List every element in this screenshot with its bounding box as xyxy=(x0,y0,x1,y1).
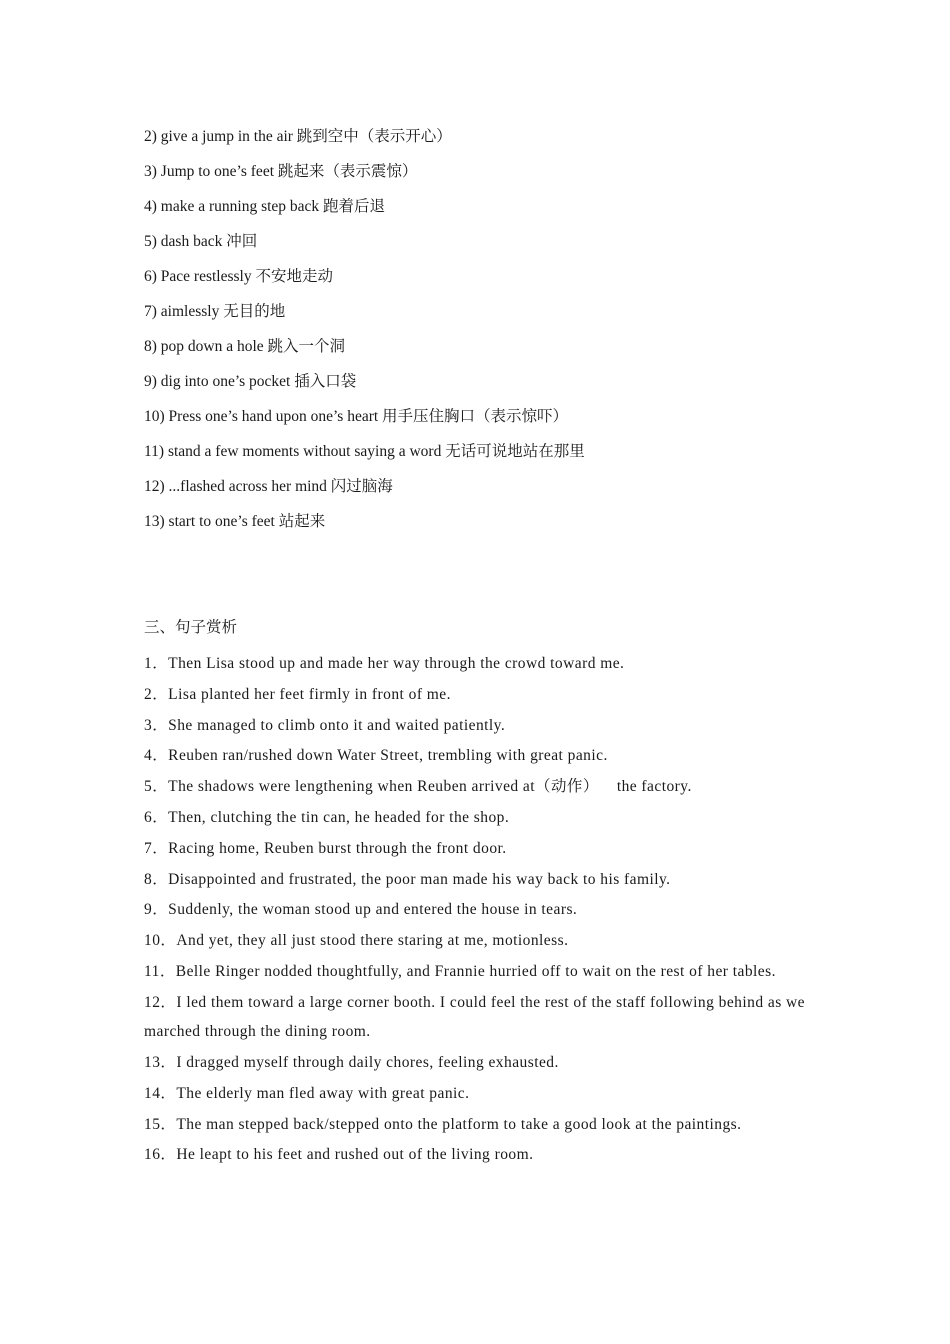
phrase-item: 12) ...flashed across her mind 闪过脑海 xyxy=(144,478,393,495)
phrase-item: 5) dash back 冲回 xyxy=(144,233,258,250)
sentence-number: 16． xyxy=(144,1146,177,1164)
sentence-text: Reuben ran/rushed down Water Street, trembling with great panic. xyxy=(168,747,608,765)
sentence-text: He leapt to his feet and rushed out of the living room. xyxy=(176,1146,534,1164)
sentence-number: 10． xyxy=(144,932,177,950)
sentence-text: Then Lisa stood up and made her way through the crowd toward me. xyxy=(168,655,625,672)
phrase-item: 2) give a jump in the air 跳到空中（表示开心） xyxy=(144,128,452,145)
sentence-number: 11． xyxy=(144,962,176,980)
sentence-text: Lisa planted her feet firmly in front of me. xyxy=(168,685,451,703)
sentence-item xyxy=(144,1110,805,1141)
sentence-number: 6． xyxy=(144,808,169,826)
sentence-item xyxy=(144,895,805,926)
sentence-item xyxy=(144,680,805,711)
sentence-text: I led them toward a large corner booth. I could feel the rest of the staff following behind as we marched through the dining room. xyxy=(144,993,805,1041)
phrase-list xyxy=(144,126,844,546)
sentence-text: She managed to climb onto it and waited patiently. xyxy=(168,716,506,734)
sentence-number: 7． xyxy=(144,839,169,857)
sentence-number: 2． xyxy=(144,685,169,703)
phrase-item: 8) pop down a hole 跳入一个洞 xyxy=(144,338,346,355)
sentence-item xyxy=(144,711,805,742)
sentence-item xyxy=(144,649,805,680)
phrase-item: 9) dig into one’s pocket 插入口袋 xyxy=(144,373,357,390)
sentence-text: Belle Ringer nodded thoughtfully, and Frannie hurried off to wait on the rest of her tables. xyxy=(175,962,776,980)
sentence-text: Disappointed and frustrated, the poor man made his way back to his family. xyxy=(168,870,671,888)
sentence-item xyxy=(144,865,805,896)
sentence-number: 15． xyxy=(144,1115,177,1133)
sentence-number: 14． xyxy=(144,1084,177,1102)
phrase-item: 11) stand a few moments without saying a word 无话可说地站在那里 xyxy=(144,443,585,460)
sentence-number: 9． xyxy=(144,901,169,919)
sentence-text: I dragged myself through daily chores, feeling exhausted. xyxy=(176,1054,559,1072)
sentence-number: 3． xyxy=(144,716,169,734)
phrase-item: 3) Jump to one’s feet 跳起来（表示震惊） xyxy=(144,163,418,180)
sentence-number: 12． xyxy=(144,993,177,1011)
sentence-text: The man stepped back/stepped onto the platform to take a good look at the paintings. xyxy=(176,1115,742,1133)
sentence-item xyxy=(144,803,805,834)
sentence-number: 4． xyxy=(144,747,169,765)
sentence-item xyxy=(144,1140,805,1171)
phrase-item: 7) aimlessly 无目的地 xyxy=(144,303,286,320)
sentence-text: Then, clutching the tin can, he headed for the shop. xyxy=(168,808,510,826)
sentence-number: 8． xyxy=(144,870,169,888)
sentence-item xyxy=(144,1048,805,1079)
sentence-text: And yet, they all just stood there staring at me, motionless. xyxy=(176,932,569,950)
phrase-item: 13) start to one’s feet 站起来 xyxy=(144,513,326,530)
sentence-item xyxy=(144,741,805,772)
sentence-text: The shadows were lengthening when Reuben arrived at（动作） xyxy=(168,778,599,796)
phrase-item: 4) make a running step back 跑着后退 xyxy=(144,198,386,215)
sentence-item xyxy=(144,1079,805,1110)
sentence-item xyxy=(144,772,805,803)
phrase-item: 6) Pace restlessly 不安地走动 xyxy=(144,268,333,285)
sentence-item xyxy=(144,957,805,988)
section-heading: 三、句子赏析 xyxy=(144,619,238,636)
sentence-item xyxy=(144,834,805,865)
sentence-item xyxy=(144,988,805,1048)
sentence-number: 1． xyxy=(144,655,169,672)
sentence-text: Suddenly, the woman stood up and entered the house in tears. xyxy=(168,901,578,919)
phrase-item: 10) Press one’s hand upon one’s heart 用手压住胸口（表示惊吓） xyxy=(144,408,569,425)
sentence-number: 13． xyxy=(144,1054,177,1072)
sentence-text: the factory. xyxy=(616,778,692,796)
sentence-text: Racing home, Reuben burst through the front door. xyxy=(168,839,507,857)
sentence-item xyxy=(144,926,805,957)
sentence-list xyxy=(144,649,805,1171)
sentence-text: The elderly man fled away with great panic. xyxy=(176,1084,470,1102)
sentence-number: 5． xyxy=(144,778,169,796)
